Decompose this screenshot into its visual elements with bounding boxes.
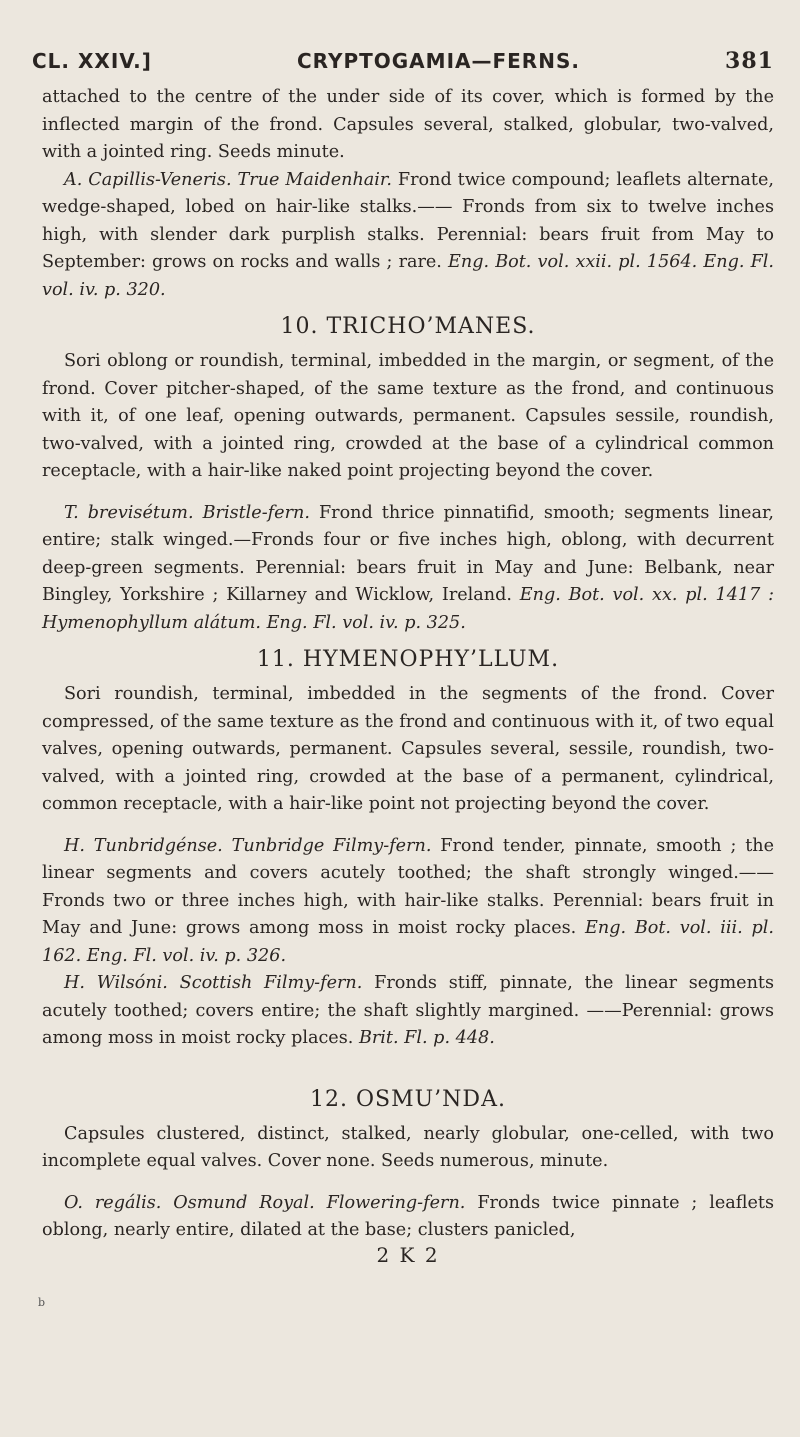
species-name: T. brevisétum. [64, 502, 194, 523]
common-name: Osmund Royal. Flowering-fern. [173, 1192, 466, 1213]
genus-description-osmunda: Capsules clustered, distinct, stalked, nearly globular, one-celled, with two incomplete equal valves. Cover none. Seeds numerous, minute. [42, 1123, 774, 1171]
spacer [42, 486, 774, 500]
spacer [42, 1053, 774, 1077]
genus-description-trichomanes: Sori oblong or roundish, terminal, imbedded in the margin, or segment, of the frond. Cover pitcher-shaped, of the same texture as the frond, and continuous with it, of one leaf, opening outwards, permanent. Capsules sessile, roundish, two-valved, with a jointed ring, crowded at the base of a cylindrical common receptacle, with a hair-like naked point projecting beyond the cover. [42, 351, 774, 481]
common-name: True Maidenhair. [237, 169, 392, 190]
species-osmunda-regalis [42, 1190, 774, 1245]
running-header [32, 48, 774, 74]
header-chapter: CL. XXIV.] [32, 49, 152, 73]
species-description: Frond thrice pinnatifid, smooth; segments linear, entire; stalk winged.—Fronds four or five inches high, oblong, with decurrent deep-green segments. Perennial: bears fruit in May and June: Belbank, near Bingley, Yorkshire ; Killarney and Wicklow, Ireland. [42, 502, 775, 605]
species-references: Brit. Fl. p. 448. [358, 1028, 495, 1048]
species-name: A. Capillis-Veneris. [64, 169, 232, 190]
species-description: Fronds stiff, pinnate, the linear segments acutely toothed; covers entire; the shaft slightly margined. ——Perennial: grows among moss in moist rocky places. [42, 973, 775, 1048]
section-heading-hymenophyllum: 11. HYMENOPHY’LLUM. [256, 647, 560, 672]
spacer [42, 819, 774, 833]
species-name: H. Wilsóni. [64, 973, 168, 993]
footer-mark: b [38, 1296, 46, 1309]
species-references: Eng. Bot. vol. xxii. pl. 1564. Eng. Fl. vol. iv. p. 320. [42, 252, 775, 300]
section-heading-trichomanes: 10. TRICHO’MANES. [280, 314, 536, 339]
common-name: Bristle-fern. [202, 502, 310, 523]
signature-mark: 2 K 2 [376, 1242, 440, 1267]
species-hymenophyllum-wilsoni [42, 970, 774, 1053]
species-references: Eng. Bot. vol. iii. pl. 162. Eng. Fl. vol. iv. p. 326. [42, 918, 775, 966]
paragraph-continuation: attached to the centre of the under side of its cover, which is formed by the inflected margin of the frond. Capsules several, stalked, globular, two-valved, with a jointed ring. Seeds minute. [42, 87, 774, 162]
spacer [42, 1176, 774, 1190]
species-trichomanes-brevisetum [42, 500, 774, 638]
species-adiantum-capillus [42, 167, 774, 305]
section-heading-osmunda: 12. OSMU’NDA. [310, 1086, 506, 1112]
species-description: Frond tender, pinnate, smooth ; the linear segments and covers acutely toothed; the shaft strongly winged.——Fronds two or three inches high, with hair-like stalks. Perennial: bears fruit in May and June: grows among moss in moist rocky places. [42, 835, 775, 938]
species-description: Frond twice compound; leaflets alternate, wedge-shaped, lobed on hair-like stalks.—— Fronds from six to twelve inches high, with slender dark purplish stalks. Perennial: bears fruit from May to September: grows on rocks and walls ; rare. [42, 169, 774, 272]
common-name: Scottish Filmy-fern. [179, 973, 363, 993]
header-title: CRYPTOGAMIA—FERNS. [297, 49, 580, 73]
species-description: Fronds twice pinnate ; leaflets oblong, nearly entire, dilated at the base; clusters panicled, [42, 1192, 775, 1240]
species-hymenophyllum-tunbridgense [42, 833, 774, 971]
species-name: O. regális. [64, 1192, 162, 1213]
page-number: 381 [725, 48, 774, 74]
species-references: Eng. Bot. vol. xx. pl. 1417 : Hymenophyllum alátum. Eng. Fl. vol. iv. p. 325. [42, 585, 774, 633]
genus-description-hymenophyllum: Sori roundish, terminal, imbedded in the segments of the frond. Cover compressed, of the same texture as the frond and continuous with it, of two equal valves, opening outwards, permanent. Capsules several, sessile, roundish, two-valved, with a jointed ring, crowded at the base of a permanent, cylindrical, common receptacle, with a hair-like point not projecting beyond the cover. [42, 684, 774, 814]
common-name: Tunbridge Filmy-fern. [231, 835, 432, 856]
species-name: H. Tunbridgénse. [64, 835, 223, 856]
